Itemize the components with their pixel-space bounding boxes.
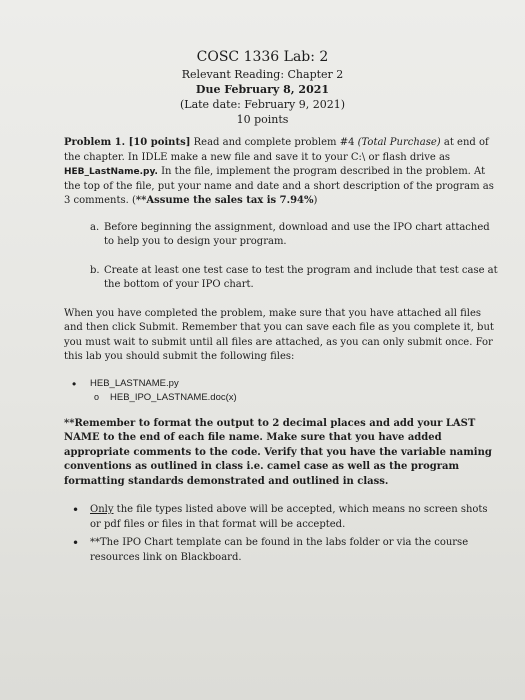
files-list [64, 377, 500, 405]
document-body [64, 136, 500, 569]
file-name-py: HEB_LASTNAME.py [90, 377, 179, 389]
file-name-doc: HEB_IPO_LASTNAME.doc(x) [110, 391, 237, 403]
step-a [64, 221, 500, 250]
problem-label: Problem 1. [10 points] [64, 137, 191, 148]
step-a-text: Before beginning the assignment, download and use the IPO chart attached to help you to design your program. [104, 221, 490, 247]
step-b-marker: b. [90, 264, 100, 276]
sales-tax-note: **Assume the sales tax is 7.94% [135, 195, 314, 206]
only-emphasis: Only [90, 504, 114, 515]
list-item [64, 377, 500, 391]
list-item [64, 503, 500, 532]
list-item [64, 536, 500, 565]
note-ipo-template: **The IPO Chart template can be found in the labs folder or via the course resources link on Blackboard. [90, 537, 469, 563]
relevant-reading: Relevant Reading: Chapter 2 [181, 68, 344, 81]
document-header [0, 48, 525, 127]
list-item [64, 391, 500, 405]
reminder-paragraph: **Remember to format the output to 2 decimal places and add your LAST NAME to the end of each file name. Make sure that you have added appropriate comments to the code. Verify that you have the variable naming conventions as outlined in class i.e. camel case as well as the program formatting standards demonstrated and outlined in class. [64, 417, 492, 487]
notes-list [64, 503, 500, 565]
step-a-marker: a. [90, 221, 100, 233]
problem-text-1: Read and complete problem #4 [190, 137, 358, 148]
late-date: (Late date: February 9, 2021) [179, 98, 346, 111]
problem-paragraph [64, 136, 500, 209]
course-title: COSC 1336 Lab: 2 [196, 49, 329, 65]
problem-filename: HEB_LastName.py. [64, 167, 158, 177]
note-file-types: the file types listed above will be accepted, which means no screen shots or pdf files or files in that format will be accepted. [90, 504, 488, 530]
step-b [64, 264, 500, 293]
step-b-text: Create at least one test case to test the program and include that test case at the bottom of your IPO chart. [104, 264, 498, 290]
due-date: Due February 8, 2021 [195, 83, 330, 96]
problem-text-3: In the file, implement the program described in the problem. At the top of the file, put your name and date and a short description of the program as 3 comments. ( [64, 166, 494, 206]
problem-text-2: at end of the chapter. In IDLE make a new file and save it to your C:\ or flash drive as [64, 137, 489, 163]
completion-paragraph: When you have completed the problem, make sure that you have attached all files and then click Submit. Remember that you can save each file as you complete it, but you must wait to submit until all files are attached, as you can only submit once. For this lab you should submit the following files: [64, 307, 494, 362]
problem-title: (Total Purchase) [357, 137, 441, 148]
points: 10 points [236, 113, 289, 126]
problem-text-4: ) [313, 195, 318, 206]
